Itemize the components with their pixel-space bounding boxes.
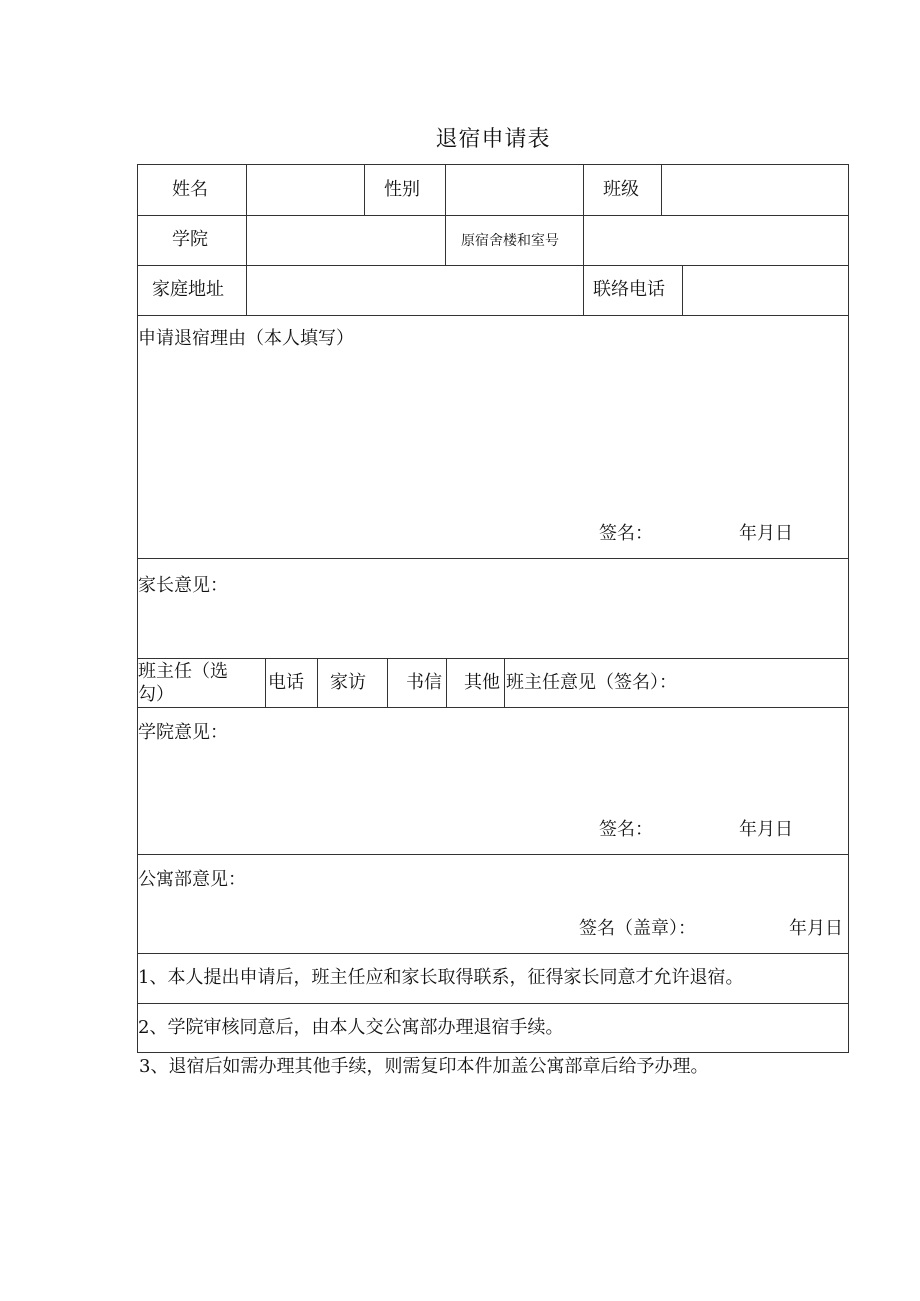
head-teacher-contact-label: 班主任（选勾） [138,661,228,705]
name-field[interactable] [247,166,363,214]
home-address-label: 家庭地址 [152,279,224,300]
parent-opinion-field[interactable] [139,601,848,657]
contact-option-home-visit[interactable]: 家访 [330,672,366,693]
col-divider [445,215,446,265]
col-divider [387,658,388,707]
contact-option-other[interactable]: 其他 [464,672,500,693]
gender-label: 性别 [384,179,420,200]
head-teacher-opinion-label: 班主任意见（签名）： [506,672,677,693]
note-3: 3、退宿后如需办理其他手续，则需复印本件加盖公寓部章后给予办理。 [139,1056,709,1077]
apartment-opinion-label: 公寓部意见： [138,869,246,890]
row-divider [138,953,849,954]
apartment-opinion-field[interactable] [139,893,848,915]
college-signature-label: 签名： [599,819,653,840]
parent-opinion-label: 家长意见： [138,575,228,596]
contact-phone-label: 联络电话 [593,279,665,300]
applicant-date-label: 年月日 [739,523,793,544]
name-label: 姓名 [172,179,208,200]
college-label: 学院 [172,229,208,250]
class-label: 班级 [603,179,639,200]
apartment-signature-stamp-label: 签名（盖章）： [579,918,696,939]
form-title: 退宿申请表 [435,127,551,152]
row-divider [138,558,849,559]
note-2: 2、学院审核同意后，由本人交公寓部办理退宿手续。 [138,1017,564,1038]
col-divider [265,658,266,707]
dorm-room-label: 原宿舍楼和室号 [461,233,559,249]
gender-field[interactable] [446,166,582,214]
class-field[interactable] [662,166,848,214]
college-field[interactable] [247,216,444,264]
withdrawal-reason-field[interactable] [139,355,848,515]
contact-option-phone[interactable]: 电话 [268,672,304,693]
applicant-signature-label: 签名： [599,523,653,544]
col-divider [317,658,318,707]
note-1: 1、本人提出申请后，班主任应和家长取得联系，征得家长同意才允许退宿。 [138,967,744,988]
dorm-withdrawal-form [137,164,849,1053]
dorm-room-field[interactable] [584,216,848,264]
col-divider [583,165,584,215]
home-address-field[interactable] [247,266,582,314]
contact-phone-field[interactable] [683,266,848,314]
col-divider [583,265,584,315]
withdrawal-reason-label: 申请退宿理由（本人填写） [138,328,354,349]
col-divider [364,165,365,215]
row-divider [138,1003,849,1004]
col-divider [446,658,447,707]
apartment-date-label: 年月日 [789,918,843,939]
row-divider [138,658,849,659]
row-divider [138,315,849,316]
col-divider [504,658,505,707]
college-opinion-field[interactable] [139,748,848,808]
contact-option-letter[interactable]: 书信 [406,672,442,693]
college-date-label: 年月日 [739,819,793,840]
row-divider [138,707,849,708]
college-opinion-label: 学院意见： [138,722,228,743]
row-divider [138,854,849,855]
